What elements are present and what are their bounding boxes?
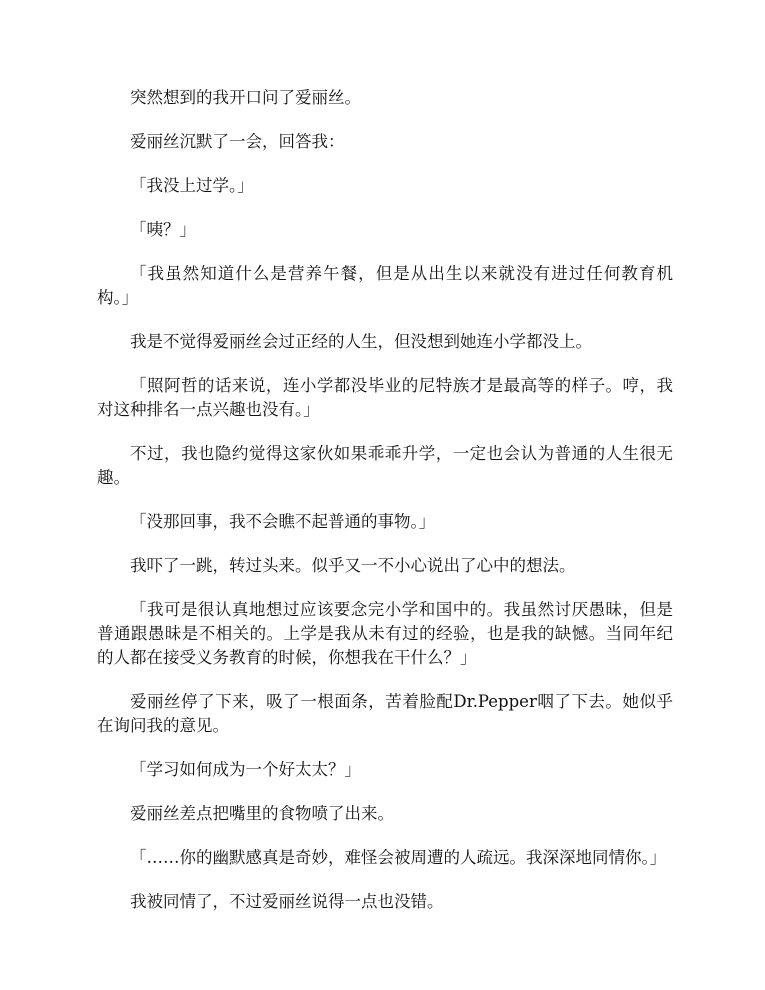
paragraph: 「……你的幽默感真是奇妙，难怪会被周遭的人疏远。我深深地同情你。」 (130, 848, 667, 867)
paragraph: 爱丽丝差点把嘴里的食物喷了出来。 (130, 804, 394, 823)
paragraph: 不过，我也隐约觉得这家伙如果乖乖升学，一定也会认为普通的人生很无趣。 (97, 444, 673, 487)
paragraph: 我被同情了，不过爱丽丝说得一点也没错。 (130, 892, 444, 911)
paragraph: 「学习如何成为一个好太太？」 (130, 760, 361, 779)
paragraph: 「没那回事，我不会瞧不起普通的事物。」 (130, 512, 436, 531)
paragraph: 「我可是很认真地想过应该要念完小学和国中的。我虽然讨厌愚昧，但是普通跟愚昧是不相关的。上学是我从未有过的经验，也是我的缺憾。当同年纪的人都在接受义务教育的时候，你想我在干什么？」 (97, 600, 673, 667)
paragraph: 爱丽丝沉默了一会，回答我： (130, 132, 345, 151)
paragraph: 「我没上过学。」 (130, 176, 254, 195)
paragraph: 突然想到的我开口问了爱丽丝。 (130, 88, 361, 107)
paragraph: 「我虽然知道什么是营养午餐，但是从出生以来就没有进过任何教育机构。」 (97, 264, 673, 307)
paragraph: 「照阿哲的话来说，连小学都没毕业的尼特族才是最高等的样子。哼，我对这种排名一点兴趣也没有。」 (97, 376, 673, 419)
text-body (97, 86, 673, 934)
paragraph: 「咦？」 (130, 220, 196, 239)
paragraph: 爱丽丝停了下来，吸了一根面条，苦着脸配Dr.Pepper咽了下去。她似乎在询问我的意见。 (97, 692, 673, 735)
paragraph: 我吓了一跳，转过头来。似乎又一不小心说出了心中的想法。 (130, 556, 576, 575)
paragraph: 我是不觉得爱丽丝会过正经的人生，但没想到她连小学都没上。 (130, 332, 592, 351)
